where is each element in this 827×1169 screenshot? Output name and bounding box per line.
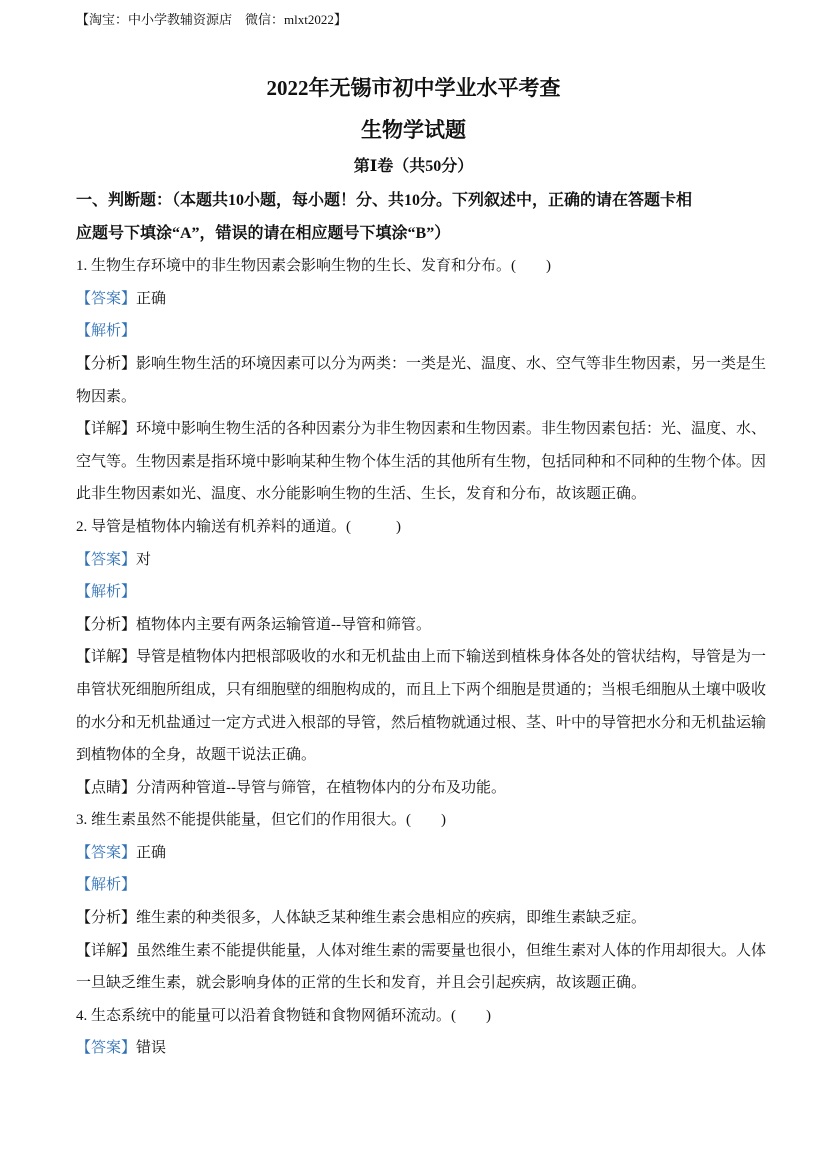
answer-value: 正确 — [136, 844, 167, 861]
question-stem: 2. 导管是植物体内输送有机养料的通道。( ) — [76, 518, 401, 535]
question-stem: 1. 生物生存环境中的非生物因素会影响生物的生长、发育和分布。( ) — [76, 258, 551, 275]
question-stem: 4. 生态系统中的能量可以沿着食物链和食物网循环流动。( ) — [76, 1007, 491, 1024]
answer-label: 【答案】 — [76, 1040, 137, 1057]
fenxi-line: 物因素。 — [76, 388, 137, 405]
xiangjie-line: 【详解】导管是植物体内把根部吸收的水和无机盐由上而下输送到植株身体各处的管状结构，导管是为一 — [76, 649, 767, 666]
header-note: 【淘宝：中小学教辅资源店 微信：mlxt2022】 — [76, 12, 347, 27]
fenxi-line: 【分析】植物体内主要有两条运输管道--导管和筛管。 — [76, 616, 431, 633]
answer-value: 正确 — [136, 290, 167, 307]
section-heading-line: 一、判断题：（本题共10小题，每小题！分、共10分。下列叙述中，正确的请在答题卡相 — [76, 192, 693, 209]
answer-label: 【答案】 — [76, 844, 137, 861]
document-body — [76, 185, 767, 1065]
analysis-label: 【解析】 — [76, 584, 137, 601]
dianjing-line: 【点睛】分清两种管道--导管与筛管，在植物体内的分布及功能。 — [76, 779, 506, 796]
analysis-label: 【解析】 — [76, 877, 137, 894]
section-heading-line: 应题号下填涂“A”，错误的请在相应题号下填涂“B”） — [76, 224, 451, 242]
xiangjie-line: 此非生物因素如光、温度、水分能影响生物的生活、生长，发育和分布，故该题正确。 — [76, 486, 647, 503]
answer-line — [76, 283, 754, 316]
xiangjie-line: 空气等。生物因素是指环境中影响某种生物个体生活的其他所有生物，包括同种和不同种的生物个体。因 — [76, 453, 767, 470]
xiangjie-line: 的水分和无机盐通过一定方式进入根部的导管，然后植物就通过根、茎、叶中的导管把水分和无机盐运输 — [76, 714, 767, 731]
xiangjie-line: 【详解】环境中影响生物生活的各种因素分为非生物因素和生物因素。非生物因素包括：光、温度、水、 — [76, 421, 767, 438]
answer-value: 错误 — [136, 1040, 167, 1057]
analysis-label: 【解析】 — [76, 323, 137, 340]
volume-heading: 第Ⅰ卷（共50分） — [353, 158, 474, 175]
fenxi-line: 【分析】维生素的种类很多，人体缺乏某种维生素会患相应的疾病，即维生素缺乏症。 — [76, 910, 647, 927]
fenxi-line: 【分析】影响生物生活的环境因素可以分为两类：一类是光、温度、水、空气等非生物因素，另一类是生 — [76, 355, 767, 372]
xiangjie-line: 一旦缺乏维生素，就会影响身体的正常的生长和发育，并且会引起疾病，故该题正确。 — [76, 975, 647, 992]
xiangjie-line: 串管状死细胞所组成，只有细胞壁的细胞构成的，而且上下两个细胞是贯通的；当根毛细胞从土壤中吸收 — [76, 681, 767, 698]
answer-line — [76, 1032, 754, 1065]
answer-line — [76, 837, 754, 870]
answer-label: 【答案】 — [76, 551, 137, 568]
xiangjie-line: 【详解】虽然维生素不能提供能量，人体对维生素的需要量也很小，但维生素对人体的作用却很大。人体 — [76, 942, 767, 959]
page-title: 2022年无锡市初中学业水平考查 — [266, 76, 561, 100]
xiangjie-line: 到植物体的全身，故题干说法正确。 — [76, 747, 317, 764]
page-subtitle: 生物学试题 — [361, 118, 466, 142]
question-stem: 3. 维生素虽然不能提供能量，但它们的作用很大。( ) — [76, 812, 446, 829]
answer-line — [76, 544, 754, 577]
answer-value: 对 — [136, 551, 152, 568]
answer-label: 【答案】 — [76, 290, 137, 307]
